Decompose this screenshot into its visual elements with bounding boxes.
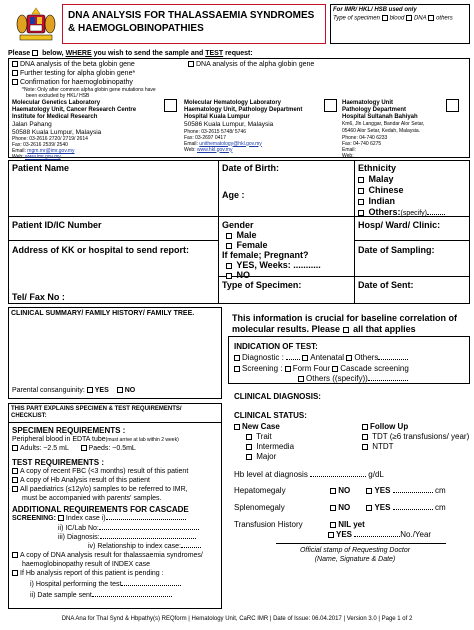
below-text: below,: [42, 50, 64, 57]
lab-hkl-web-label: Web:: [184, 146, 196, 153]
lab-imr-street: Jalan Pahang: [12, 121, 52, 128]
lab-hkl-name: Molecular Hematology Laboratory: [184, 100, 282, 106]
date-sample-field[interactable]: [92, 596, 172, 597]
peripheral-row: [12, 436, 179, 445]
ethnicity-label: Ethnicity: [358, 163, 397, 173]
ethnicity-malay[interactable]: [358, 174, 394, 185]
req-paediatrics[interactable]: [12, 486, 188, 495]
lab-imr-web-link[interactable]: www.imr.gov.my: [24, 154, 61, 160]
others-specify: (specify): [400, 210, 427, 217]
diagnosis-row: [58, 534, 196, 543]
diagnosis-field[interactable]: [100, 538, 196, 539]
form-four-checkbox[interactable]: [285, 366, 291, 372]
hb-level-field[interactable]: [310, 476, 366, 477]
pregnant-no-checkbox[interactable]: [226, 273, 232, 279]
test-beta-globin[interactable]: [12, 61, 135, 70]
hepatomegaly-row: [234, 486, 446, 496]
major-option[interactable]: [246, 452, 276, 462]
stamp-area[interactable]: [240, 568, 470, 612]
pregnant-label: If female; Pregnant?: [222, 250, 309, 260]
others-eth-label: Others:: [368, 207, 401, 217]
lab-imr-web-label: Web:: [12, 154, 24, 160]
spleno-yes-label: YES: [374, 503, 391, 512]
pregnant-yes-label: YES, Weeks: ...........: [236, 260, 321, 270]
paediatrics-note: must be accompanied with parents' samples.: [22, 495, 162, 502]
paeds-checkbox[interactable]: [81, 445, 87, 451]
indication-diagnostic-row: [234, 353, 408, 363]
test-further-alpha[interactable]: [12, 70, 135, 79]
date-sent-label: Date of Sent:: [358, 280, 414, 290]
additional-req-title: ADDITIONAL REQUIREMENTS FOR CASCADE: [12, 505, 189, 514]
request-text: request:: [225, 50, 253, 57]
relationship-label: iv) Relationship to index case:: [88, 543, 181, 550]
splenomegaly-label: Splenomegaly: [234, 503, 285, 512]
lab-hkl-city: 50586 Kuala Lumpur, Malaysia: [184, 121, 274, 128]
lab-hsb-hospital: Hospital Sultanah Bahiyah: [342, 114, 418, 120]
index-case-label: Index case i): [65, 515, 106, 522]
specimen-type-label: Type of Specimen:: [222, 280, 302, 290]
male-label: Male: [236, 230, 257, 240]
others-eth-checkbox[interactable]: [358, 210, 364, 216]
where-text: WHERE: [65, 50, 92, 57]
no-year-label: No./Year: [400, 530, 432, 539]
coat-of-arms-logo: [14, 6, 58, 42]
malay-checkbox[interactable]: [358, 177, 364, 183]
cascade-screening-row: [12, 515, 186, 524]
antenatal-label: Antenatal: [310, 353, 345, 362]
hepato-yes-label: YES: [374, 486, 391, 495]
hb-level-row: [234, 470, 384, 480]
ic-lab-row: [58, 525, 199, 534]
pregnant-no-label: NO: [236, 270, 251, 280]
others2-specify: (specify): [334, 374, 366, 383]
antenatal-checkbox[interactable]: [302, 355, 308, 361]
hepato-no-label: NO: [338, 486, 351, 495]
intermedia-label: Intermedia: [256, 442, 295, 451]
female-label: Female: [236, 240, 268, 250]
diagnostic-checkbox[interactable]: [234, 355, 240, 361]
ntdt-label: NTDT: [372, 442, 394, 451]
footer-text: DNA Ana for Thal Synd & Hbpathy(s) REQform | Hematology Unit, CaRC IMR | Date of Issue: 06.04.2017 | Version 3.0 | Page 1 of 2: [61, 616, 413, 622]
lab-hsb-web-label: Web:: [342, 153, 354, 159]
indian-label: Indian: [368, 196, 396, 206]
hb-analysis-label: A copy of Hb Analysis result of this patient: [20, 477, 150, 484]
lab-imr-address: [12, 100, 162, 160]
fbc-label: A copy of recent FBC (<3 months) result of this patient: [20, 468, 189, 475]
info-line2b-text: all that applies: [353, 324, 416, 334]
patient-name-field[interactable]: [12, 175, 212, 213]
gender-male[interactable]: [226, 230, 257, 241]
blood-label: blood: [389, 15, 405, 22]
req-hb-pending[interactable]: [12, 570, 164, 579]
tdt-checkbox[interactable]: [362, 434, 368, 440]
cascade-label: Cascade screening: [340, 364, 409, 373]
lab-imr-email-link[interactable]: mgm.mr@imr.gov.my: [27, 148, 75, 154]
intermedia-checkbox[interactable]: [246, 444, 252, 450]
requirements-title1: THIS PART EXPLAINS SPECIMEN & TEST REQUIREMENTS/: [11, 406, 182, 412]
indian-checkbox[interactable]: [358, 199, 364, 205]
adults-checkbox[interactable]: [12, 445, 18, 451]
trait-option[interactable]: [246, 432, 272, 442]
new-case-label: New Case: [242, 422, 280, 431]
fbc-checkbox[interactable]: [12, 468, 18, 474]
stamp-line2: (Name, Signature & Date): [314, 556, 396, 563]
hospital-test-row: [30, 581, 181, 590]
nil-yet-checkbox[interactable]: [330, 522, 336, 528]
tick-icon: [32, 50, 38, 56]
chinese-label: Chinese: [368, 185, 404, 195]
beta-checkbox[interactable]: [12, 61, 18, 67]
diagnostic-label: Diagnostic :: [242, 353, 284, 362]
sampling-date-label: Date of Sampling:: [358, 245, 435, 255]
lab-hkl-hospital: Hospital Kuala Lumpur: [184, 114, 250, 120]
spleno-cm: cm: [434, 503, 446, 512]
hospital-test-field[interactable]: [121, 585, 181, 586]
lab-hsb-city: 05460 Alor Setar, Kedah, Malaysia.: [342, 128, 421, 134]
gender-female[interactable]: [226, 240, 268, 251]
dna-copy-checkbox[interactable]: [12, 552, 18, 558]
consanguinity-no-label: NO: [124, 387, 136, 394]
transfusion-yes-checkbox[interactable]: [328, 532, 334, 538]
lab-imr-city: 50588 Kuala Lumpur, Malaysia: [12, 128, 102, 136]
others2-label: Others: [306, 374, 331, 383]
new-case-option[interactable]: [234, 422, 280, 432]
stamp-line1: Official stamp of Requesting Doctor: [299, 547, 411, 554]
hepato-cm: cm: [434, 486, 446, 495]
please-text: Please: [8, 50, 31, 57]
follow-up-label: Follow Up: [370, 422, 409, 431]
trait-label: Trait: [256, 432, 272, 441]
hb-analysis-checkbox[interactable]: [12, 477, 18, 483]
spleno-no-checkbox[interactable]: [330, 505, 336, 511]
consanguinity-yes-label: YES: [94, 387, 109, 394]
specimen-req-title: SPECIMEN REQUIREMENTS :: [12, 426, 126, 435]
ic-lab-label: ii) IC/Lab No:: [58, 525, 99, 532]
tdt-option[interactable]: [362, 432, 469, 442]
ethnicity-others[interactable]: [358, 207, 445, 219]
follow-up-checkbox[interactable]: [362, 424, 368, 430]
indication-others2-row: Others ((specify)): [298, 374, 408, 384]
relationship-row: [88, 543, 201, 552]
clinical-status-title: CLINICAL STATUS:: [234, 411, 307, 420]
trait-checkbox[interactable]: [246, 434, 252, 440]
lab-imr-checkbox[interactable]: [164, 99, 177, 112]
lab-hkl-unit: Haematology Unit, Pathology Department: [184, 107, 303, 113]
clinical-summary-title: CLINICAL SUMMARY/ FAMILY HISTORY/ FAMILY TREE.: [11, 310, 195, 317]
new-case-checkbox[interactable]: [234, 424, 240, 430]
imr-box-title: For IMR/ HKL/ HSB used only: [333, 7, 417, 13]
female-checkbox[interactable]: [226, 243, 232, 249]
nil-yet-label: NIL yet: [338, 520, 365, 529]
lab-imr-phone: Phone: 03-2616 2720/ 2719/ 2614: [12, 136, 88, 142]
alpha-checkbox[interactable]: [188, 61, 194, 67]
relationship-field[interactable]: [181, 547, 201, 548]
tick-all-icon: [343, 327, 349, 333]
intermedia-option[interactable]: [246, 442, 294, 452]
hepato-yes-checkbox[interactable]: [366, 488, 372, 494]
further-alpha-label: Further testing for alpha globin gene*: [20, 70, 136, 77]
ethnicity-chinese[interactable]: [358, 185, 404, 196]
lab-hsb-name: Haematology Unit: [342, 100, 394, 106]
spleno-no-label: NO: [338, 503, 351, 512]
pregnant-no[interactable]: [226, 270, 250, 281]
follow-up-option[interactable]: [362, 422, 408, 432]
indication-others-checkbox[interactable]: [346, 355, 352, 361]
consanguinity-row: [12, 387, 135, 396]
transfusion-label: Transfusion History: [234, 520, 303, 529]
requirements-title2: CHECKLIST:: [11, 413, 47, 419]
pregnant-yes-checkbox[interactable]: [226, 263, 232, 269]
hepato-no-checkbox[interactable]: [330, 488, 336, 494]
hb-pending-label: If Hb analysis report of this patient is pending :: [20, 570, 164, 577]
diagnosis-label: iii) Diagnosis:: [58, 534, 100, 541]
imr-specimen-row: [333, 15, 453, 23]
paediatrics-checkbox[interactable]: [12, 486, 18, 492]
ethnicity-indian[interactable]: [358, 196, 395, 207]
transfusion-row: [234, 520, 365, 530]
info-line2: [232, 324, 416, 335]
transfusion-yes-label: YES: [336, 530, 353, 539]
address-label: Address of KK or hospital to send report:: [12, 245, 190, 255]
spleno-yes-checkbox[interactable]: [366, 505, 372, 511]
hosp-ward-label: Hosp/ Ward/ Clinic:: [358, 220, 441, 230]
tel-fax-label: Tel/ Fax No :: [12, 292, 65, 302]
adults-label: Adults: ~2.5 mL: [20, 445, 69, 452]
lab-hsb-email-label: Email:: [342, 147, 356, 153]
alpha-label: DNA analysis of the alpha globin gene: [196, 61, 315, 68]
tdt-label: TDT (≥6 transfusions/ year): [372, 432, 470, 441]
clinical-summary-field[interactable]: [11, 320, 219, 382]
further-alpha-checkbox[interactable]: [12, 70, 18, 76]
lab-hkl-address: [184, 100, 334, 153]
patient-name-label: Patient Name: [12, 163, 70, 173]
chinese-checkbox[interactable]: [358, 188, 364, 194]
hb-pending-checkbox[interactable]: [12, 570, 18, 576]
date-sample-label: ii) Date sample sent: [30, 592, 92, 599]
lab-imr-email-label: Email:: [12, 148, 26, 154]
indication-others-label: Others: [354, 353, 379, 362]
index-case-checkbox[interactable]: [58, 515, 64, 521]
patient-id-label: Patient ID/IC Number: [12, 220, 102, 230]
hb-unit: g/dL: [368, 470, 384, 479]
req-hb-analysis[interactable]: [12, 477, 150, 486]
age-label: Age :: [222, 190, 245, 200]
indication-screening-row: [234, 364, 409, 374]
beta-label: DNA analysis of the beta globin gene: [20, 61, 135, 68]
gender-label: Gender: [222, 220, 254, 230]
consanguinity-yes-checkbox[interactable]: [87, 387, 93, 393]
others2-checkbox[interactable]: [298, 376, 304, 382]
form-four-label: Form Four: [292, 364, 331, 373]
dna-copy-note: haemoglobinopathy result of INDEX case: [22, 561, 151, 568]
splenomegaly-row: [234, 503, 446, 513]
lab-hsb-dept: Pathology Department: [342, 107, 407, 113]
hb-level-label: Hb level at diagnosis: [234, 470, 308, 479]
dna-label: DNA: [413, 15, 427, 22]
paediatrics-label: All paediatrics (≤12y/o) samples to be referred to IMR,: [20, 486, 188, 493]
lab-hkl-web-link[interactable]: www.hkl.gov.my: [196, 146, 233, 153]
test-text: TEST: [205, 50, 224, 57]
hospital-test-label: i) Hospital performing the test: [30, 581, 122, 588]
lab-hkl-fax: Fax: 03-2697 0417: [184, 134, 226, 141]
dna-checkbox[interactable]: [406, 15, 412, 21]
confirmation-label: Confirmation for haemoglobinopathy: [20, 79, 133, 86]
lab-hkl-checkbox[interactable]: [324, 99, 337, 112]
consanguinity-no-checkbox[interactable]: [117, 387, 123, 393]
peripheral-label: Peripheral blood in EDTA tube: [12, 436, 106, 443]
info-line2-text: molecular results. Please: [232, 324, 341, 334]
lab-imr-unit: Haematology Unit, Cancer Research Centre: [12, 107, 137, 113]
lab-imr-name: Molecular Genetics Laboratory: [12, 100, 101, 106]
dna-copy-label: A copy of DNA analysis result for thalassaemia syndromes/: [20, 552, 203, 559]
transfusion-yes-row: [328, 530, 431, 540]
cascade-checkbox[interactable]: [332, 366, 338, 372]
form-title-line1: DNA ANALYSIS FOR THALASSAEMIA SYNDROMES: [68, 10, 315, 21]
lab-imr-fax: Fax: 03-2616 2539/ 2540: [12, 142, 68, 148]
hepatomegaly-label: Hepatomegaly: [234, 486, 286, 495]
others-checkbox[interactable]: [428, 15, 434, 21]
others-label: others: [436, 15, 453, 22]
test-req-title: TEST REQUIREMENTS :: [12, 458, 105, 467]
male-checkbox[interactable]: [226, 233, 232, 239]
ntdt-option[interactable]: [362, 442, 394, 452]
clinical-diagnosis-title: CLINICAL DIAGNOSIS:: [234, 392, 321, 401]
lab-hkl-phone: Phone: 03-2615 5748/ 5746: [184, 128, 246, 135]
imr-specimen-label: Type of specimen: [333, 15, 380, 22]
screening-checkbox[interactable]: [234, 366, 240, 372]
indication-title: INDICATION OF TEST:: [234, 342, 318, 351]
major-checkbox[interactable]: [246, 454, 252, 460]
lab-hsb-checkbox[interactable]: [446, 99, 459, 112]
lab-hkl-email-label: Email:: [184, 140, 198, 147]
dob-label: Date of Birth:: [222, 163, 279, 173]
note-line2: been excluded by HKL/ HSB: [26, 93, 90, 99]
pregnant-yes[interactable]: [226, 260, 321, 271]
test-alpha-globin[interactable]: [188, 61, 314, 70]
ntdt-checkbox[interactable]: [362, 444, 368, 450]
screening-label: Screening :: [242, 364, 283, 373]
screening-bold-label: SCREENING:: [12, 515, 56, 522]
confirmation-checkbox[interactable]: [12, 79, 18, 85]
lab-hsb-street: Km6, Jln Langgar, Bandar Alor Setar,: [342, 121, 425, 127]
major-label: Major: [256, 452, 277, 461]
consanguinity-label: Parental consanguinity:: [12, 387, 85, 394]
paeds-label: Paeds: ~0.5mL: [88, 445, 136, 452]
instruction-rest: you wish to send the sample and: [93, 50, 204, 57]
lab-hkl-email-link[interactable]: unithematology@hkl.gov.my: [199, 140, 262, 147]
volume-row: [12, 445, 136, 454]
blood-checkbox[interactable]: [382, 15, 388, 21]
ic-lab-field[interactable]: [99, 529, 199, 530]
malay-label: Malay: [368, 174, 394, 184]
form-title-line2: & HAEMOGLOBINOPATHIES: [68, 23, 204, 34]
info-line1: This information is crucial for baseline correlation of: [232, 313, 458, 323]
date-sample-row: [30, 592, 172, 601]
req-dna-copy[interactable]: [12, 552, 203, 561]
lab-hsb-fax: Fax: 04-740 6275: [342, 141, 382, 147]
lab-hsb-phone: Phone: 04-740 6233: [342, 135, 388, 141]
req-fbc[interactable]: [12, 468, 188, 477]
lab-imr-institute: Institute for Medical Research: [12, 114, 98, 120]
note-line1: *Note: Only after common alpha globin gene mutations have: [22, 87, 156, 93]
peripheral-note: (must arrive at lab within 2 week): [105, 437, 179, 443]
